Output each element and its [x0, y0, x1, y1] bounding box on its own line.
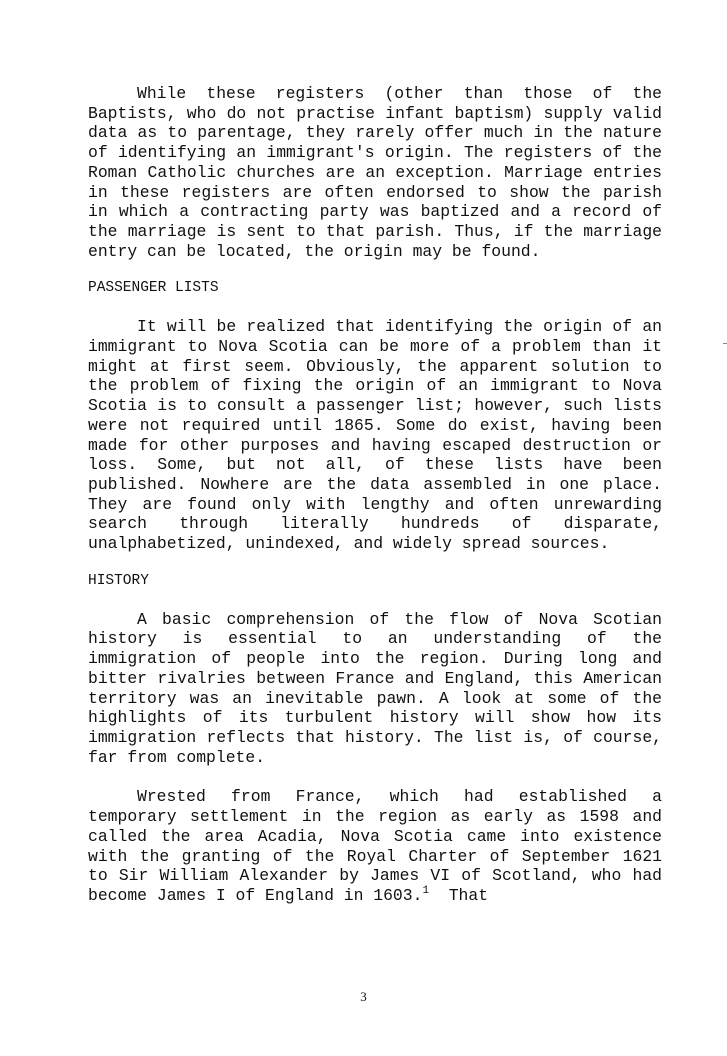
acadia-trailing-text: That — [429, 885, 489, 905]
page-number: 3 — [360, 989, 367, 1004]
history-paragraph-acadia — [88, 787, 662, 905]
section-heading-passenger-lists: PASSENGER LISTS — [88, 280, 219, 297]
passenger-lists-paragraph: It will be realized that identifying the origin of an immigrant to Nova Scotia can be more of a problem than it might at first seem. Obviously, the apparent solution to the problem of fixing the origin of an immigrant to Nova Scotia is to consult a passenger list; however, such lists were not required until 1865. Some do exist, having been made for other purposes and having escaped destruction or loss. Some, but not all, of these lists have been published. Nowhere are the data assembled in one place. They are found only with lengthy and often unrewarding search through literally hundreds of disparate, unalphabetized, unindexed, and widely spread sources. — [88, 317, 662, 554]
intro-paragraph: While these registers (other than those of the Baptists, who do not practise infant baptism) supply valid data as to parentage, they rarely offer much in the nature of identifying an immigrant's origin. The registers of the Roman Catholic churches are an exception. Marriage entries in these registers are often endorsed to show the parish in which a contracting party was baptized and a record of the marriage is sent to that parish. Thus, if the marriage entry can be located, the origin may be found. — [88, 84, 662, 261]
document-body — [88, 84, 662, 906]
history-paragraph: A basic comprehension of the flow of Nova Scotian history is essential to an understanding of the immigration of people into the region. During long and bitter rivalries between France and England, this American territory was an inevitable pawn. A look at some of the highlights of its turbulent history will show how its immigration reflects that history. The list is, of course, far from complete. — [88, 609, 662, 767]
footnote-marker: 1 — [422, 884, 430, 897]
section-heading-history: HISTORY — [88, 572, 149, 589]
acadia-text: Wrested from France, which had established a temporary settlement in the region as early as 1598 and called the area Acadia, Nova Scotia came into existence with the granting of the Royal Charter of September 1621 to Sir William Alexander by James VI of Scotland, who had become James I of England in 1603. — [88, 787, 662, 905]
margin-mark — [723, 343, 727, 344]
